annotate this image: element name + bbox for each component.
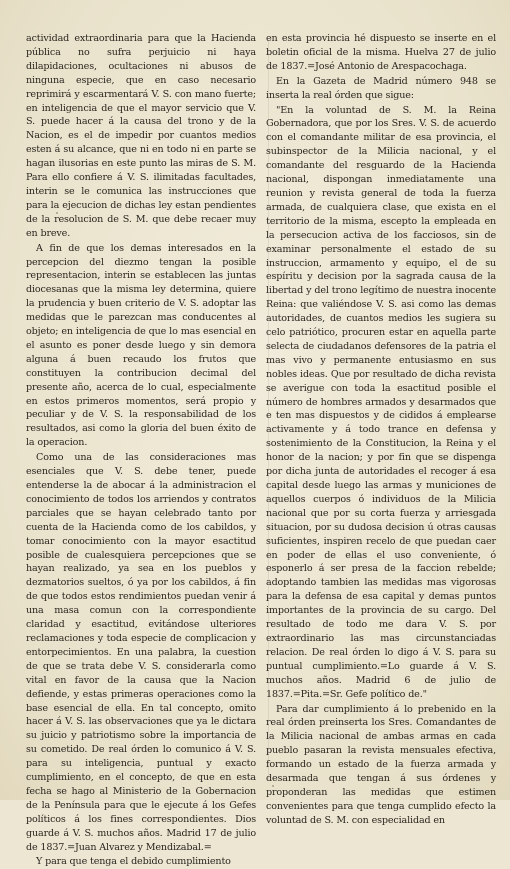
- left-paragraph-1: actividad extraordinaria para que la Hacienda pública no sufra perjuicio ni haya dilapidaciones, ocultaciones ni abusos de ninguna especie, que en caso necesario reprimirá y escarmentará V. S. con mano fuerte; en inteligencia de que el mayor servicio que V. S. puede hacer á la causa del trono y de la Nacion, es el de impedir por cuantos medios esten á su alcance, que ni en todo ni en parte se hagan ilusorias en este punto las miras de S. M. Para ello confiere á V. S. ilimitadas facultades, interin se le comunica las instrucciones que para la ejecucion de dichas ley estan pendientes de la resolucion de S. M. que debe recaer muy en breve.: [26, 33, 256, 239]
- paper-speck: [56, 212, 58, 214]
- right-paragraph-3: "En la voluntad de S. M. la Reina Gobernadora, que por los Sres. V. S. de acuerdo con el comandante militar de esa provincia, el subinspector de la Milicia nacional, y el comandante del resguardo de la Hacienda nacional, dispongan inmediatamente una reunion y revista general de toda la fuerza armada, de cualquiera clase, que exista en el territorio de la misma, escepto la empleada en la persecucion activa de los facciosos, sin de examinar personalmente el estado de su instruccion, armamento y equipo, el de su espíritu y decision por la sagrada causa de la libertad y del trono legítimo de nuestra inocente Reina: que valiéndose V. S. asi como las demas autoridades, de cuantos medios les sugiera su celo patriótico, procuren estar en aquella parte selecta de ciudadanos defensores de la patria el mas vivo y permanente entusiasmo en sus nobles ideas. Que por resultado de dicha revista se averigue con toda la esactitud posible el número de hombres armados y desarmados que e ten mas dispuestos y de cididos á emplearse activamente y á todo trance en defensa y sostenimiento de la Constitucion, la Reina y el honor de la nacion; y por fin que se dispenga por dicha junta de autoridades el recoger á esa capital desde luego las armas y municiones de aquellos cuerpos ó individuos de la Milicia nacional que por su corta fuerza y arriesgada situacion, por su dudosa decision ú otras causas suficientes, inspiren recelo de que puedan caer en poder de ellas el uso conveniente, ó esponerlo á ser presa de la faccion rebelde; adoptando tambien las medidas mas vigorosas para la defensa de esa capital y demas puntos importantes de la provincia de su cargo. Del resultado de todo me dara V. S. por extraordinario las mas circunstanciadas relacion. De real órden lo digo á V. S. para su puntual cumplimiento.=Lo guarde á V. S. muchos años. Madrid 6 de julio de 1837.=Pita.=Sr. Gefe político de.": [266, 104, 496, 700]
- left-paragraph-3: Como una de las consideraciones mas esenciales que V. S. debe tener, puede entenderse la de abocar á la administracion el conocimiento de todos los arriendos y contratos parciales que se hayan celebrado tanto por cuenta de la Hacienda como de los cabildos, y tomar conocimiento con la mayor esactitud posible de cualesquiera percepciones que se hayan realizado, ya sea en los pueblos y dezmatorios sueltos, ó ya por los cabildos, á fin de que todos estos rendimientos puedan venir á una masa comun con la correspondiente claridad y esactitud, evitándose ulteriores reclamaciones y toda especie de complicacion y entorpecimientos. En una palabra, la cuestion de que se trata debe V. S. considerarla como vital en favor de la causa que la Nacion defiende, y estas primeras operaciones como la base esencial de ella. En tal concepto, omito hacer á V. S. las observaciones que ya le dictara su juicio y patriotismo sobre la importancia de su cometido. De real órden lo comunico á V. S. para su inteligencia, puntual y exacto cumplimiento, en el concepto, de que en esta fecha se hago al Ministerio de la Gobernacion de la Península para que le ejecute á los Gefes políticos á los fines correspondientes. Dios guarde á V. S. muchos años. Madrid 17 de julio de 1837.=Juan Alvarez y Mendizabal.=: [26, 452, 256, 853]
- left-column: [26, 32, 256, 868]
- paper-speck: [272, 785, 274, 787]
- page-columns: [26, 32, 496, 868]
- left-paragraph-2: A fin de que los demas interesados en la percepcion del diezmo tengan la posible representacion, interin se establecen las juntas diocesanas que la misma ley determina, quiere la prudencia y buen criterio de V. S. adoptar las medidas que le parezcan mas conducentes al objeto; en inteligencia de que lo mas esencial en el asunto es poner desde luego y sin demora alguna á buen recaudo los frutos que constituyen la contribucion decimal del presente año, acerca de lo cual, especialmente en estos primeros momentos, será propio y peculiar y de V. S. la responsabilidad de los resultados, asi como la gloria del buen éxito de la operacion.: [26, 242, 256, 449]
- right-paragraph-2: En la Gazeta de Madrid número 948 se inserta la real órden que sigue:: [266, 75, 496, 101]
- right-column: [266, 32, 496, 826]
- left-paragraph-4: Y para que tenga el debido cumplimiento: [36, 856, 231, 868]
- right-paragraph-1: en esta provincia hé dispuesto se inserte en el boletin oficial de la misma. Huelva 27 de julio de 1837.=José Antonio de Arespacochaga.: [266, 33, 496, 72]
- right-paragraph-4: Para dar cumplimiento á lo prebenido en la real órden preinserta los Sres. Comandantes de la Milicia nacional de ambas armas en cada pueblo pasaran la revista mensuales efectiva, formando un estado de la fuerza armada y desarmada que tengan á sus órdenes y proponderan las medidas que estimen convenientes para que tenga cumplido efecto la voluntad de S. M. con especialidad en: [266, 703, 496, 826]
- column-gutter: [268, 40, 269, 780]
